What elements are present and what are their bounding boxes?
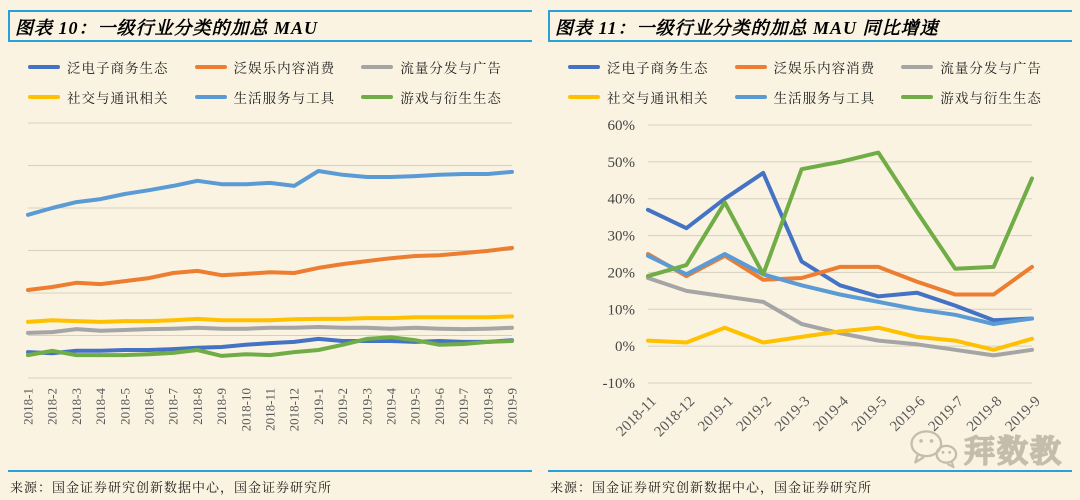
top-rule bbox=[548, 10, 1072, 12]
svg-text:2019-7: 2019-7 bbox=[925, 393, 968, 435]
svg-text:2018-9: 2018-9 bbox=[214, 388, 230, 425]
legend-label: 游戏与衍生生态 bbox=[400, 91, 502, 106]
svg-text:2018-5: 2018-5 bbox=[117, 388, 133, 425]
svg-text:2018-6: 2018-6 bbox=[141, 388, 157, 425]
svg-text:2019-2: 2019-2 bbox=[733, 393, 776, 435]
svg-text:30%: 30% bbox=[607, 228, 635, 245]
title-left-border bbox=[8, 10, 10, 42]
title-left-border bbox=[548, 10, 550, 42]
svg-text:2018-3: 2018-3 bbox=[68, 388, 84, 425]
svg-text:2019-1: 2019-1 bbox=[695, 393, 737, 435]
svg-text:50%: 50% bbox=[607, 154, 635, 171]
svg-text:2019-3: 2019-3 bbox=[359, 388, 375, 425]
legend-label: 社交与通讯相关 bbox=[67, 91, 169, 106]
legend-label: 泛电子商务生态 bbox=[607, 61, 709, 76]
svg-text:2018-4: 2018-4 bbox=[93, 388, 109, 425]
svg-text:2019-6: 2019-6 bbox=[431, 388, 447, 425]
legend-label: 泛娱乐内容消费 bbox=[233, 61, 336, 76]
svg-text:10%: 10% bbox=[607, 302, 635, 319]
legend-swatch bbox=[568, 95, 600, 100]
svg-text:2019-9: 2019-9 bbox=[504, 388, 520, 425]
legend-swatch bbox=[195, 65, 227, 70]
svg-text:2019-9: 2019-9 bbox=[1002, 393, 1044, 435]
legend-swatch bbox=[735, 65, 767, 70]
title-underline bbox=[8, 40, 532, 42]
source-rule bbox=[8, 470, 532, 472]
legend-label: 生活服务与工具 bbox=[773, 91, 876, 106]
svg-text:0%: 0% bbox=[615, 339, 635, 356]
svg-text:40%: 40% bbox=[607, 191, 635, 208]
legend-label: 流量分发与广告 bbox=[400, 61, 502, 76]
chart-title: 图表 11：一级行业分类的加总 MAU 同比增速 bbox=[555, 18, 939, 38]
source-note: 来源：国金证券研究创新数据中心，国金证券研究所 bbox=[10, 480, 333, 495]
legend-swatch bbox=[28, 65, 60, 70]
svg-text:2018-7: 2018-7 bbox=[165, 388, 181, 425]
svg-text:2019-8: 2019-8 bbox=[964, 393, 1006, 435]
svg-text:2019-8: 2019-8 bbox=[480, 388, 496, 425]
svg-text:60%: 60% bbox=[607, 118, 635, 134]
legend-swatch bbox=[568, 65, 600, 70]
legend-item bbox=[901, 57, 1068, 77]
svg-text:2018-12: 2018-12 bbox=[286, 388, 302, 432]
svg-text:2018-8: 2018-8 bbox=[189, 388, 205, 425]
svg-text:2019-3: 2019-3 bbox=[772, 393, 814, 435]
legend bbox=[28, 52, 528, 112]
source-note: 来源：国金证券研究创新数据中心，国金证券研究所 bbox=[550, 480, 873, 495]
legend-item bbox=[735, 57, 902, 77]
legend-item bbox=[735, 87, 902, 107]
legend-label: 生活服务与工具 bbox=[233, 91, 336, 106]
legend-item bbox=[195, 57, 362, 77]
source-rule bbox=[548, 470, 1072, 472]
legend-label: 游戏与衍生生态 bbox=[940, 91, 1042, 106]
legend-label: 流量分发与广告 bbox=[940, 61, 1042, 76]
legend-item bbox=[901, 87, 1068, 107]
svg-text:2018-10: 2018-10 bbox=[238, 388, 254, 432]
legend-swatch bbox=[735, 95, 767, 100]
legend-item bbox=[28, 57, 195, 77]
legend-item bbox=[195, 87, 362, 107]
legend-item bbox=[361, 87, 528, 107]
mau-line-chart bbox=[8, 112, 532, 462]
legend-item bbox=[361, 57, 528, 77]
svg-text:2019-4: 2019-4 bbox=[810, 393, 852, 435]
legend bbox=[568, 52, 1068, 112]
yoy-line-chart bbox=[548, 112, 1072, 462]
legend-item bbox=[28, 87, 195, 107]
svg-text:2019-7: 2019-7 bbox=[456, 388, 472, 425]
legend-swatch bbox=[361, 65, 393, 70]
legend-swatch bbox=[901, 65, 933, 70]
chart-panel-mau bbox=[8, 0, 532, 500]
legend-swatch bbox=[28, 95, 60, 100]
svg-text:2018-11: 2018-11 bbox=[262, 388, 278, 431]
chart-title: 图表 10：一级行业分类的加总 MAU bbox=[15, 18, 319, 38]
legend-swatch bbox=[361, 95, 393, 100]
svg-text:2019-2: 2019-2 bbox=[335, 388, 351, 425]
legend-item bbox=[568, 87, 735, 107]
legend-label: 泛娱乐内容消费 bbox=[773, 61, 876, 76]
svg-text:2019-6: 2019-6 bbox=[887, 393, 929, 435]
legend-swatch bbox=[901, 95, 933, 100]
chart-panel-mau-yoy bbox=[548, 0, 1072, 500]
svg-text:2018-12: 2018-12 bbox=[651, 393, 699, 441]
title-underline bbox=[548, 40, 1072, 42]
legend-label: 泛电子商务生态 bbox=[67, 61, 169, 76]
svg-text:-10%: -10% bbox=[602, 376, 635, 392]
legend-item bbox=[568, 57, 735, 77]
svg-text:2018-11: 2018-11 bbox=[613, 393, 660, 440]
legend-label: 社交与通讯相关 bbox=[607, 91, 709, 106]
svg-text:20%: 20% bbox=[607, 265, 635, 282]
svg-text:2019-5: 2019-5 bbox=[848, 393, 891, 435]
svg-text:2018-1: 2018-1 bbox=[20, 388, 36, 425]
svg-text:2019-4: 2019-4 bbox=[383, 388, 399, 425]
svg-text:2018-2: 2018-2 bbox=[44, 388, 60, 425]
top-rule bbox=[8, 10, 532, 12]
svg-text:2019-1: 2019-1 bbox=[310, 388, 326, 425]
svg-text:2019-5: 2019-5 bbox=[407, 388, 423, 425]
legend-swatch bbox=[195, 95, 227, 100]
watermark-text: 拜数教 bbox=[964, 434, 1063, 469]
